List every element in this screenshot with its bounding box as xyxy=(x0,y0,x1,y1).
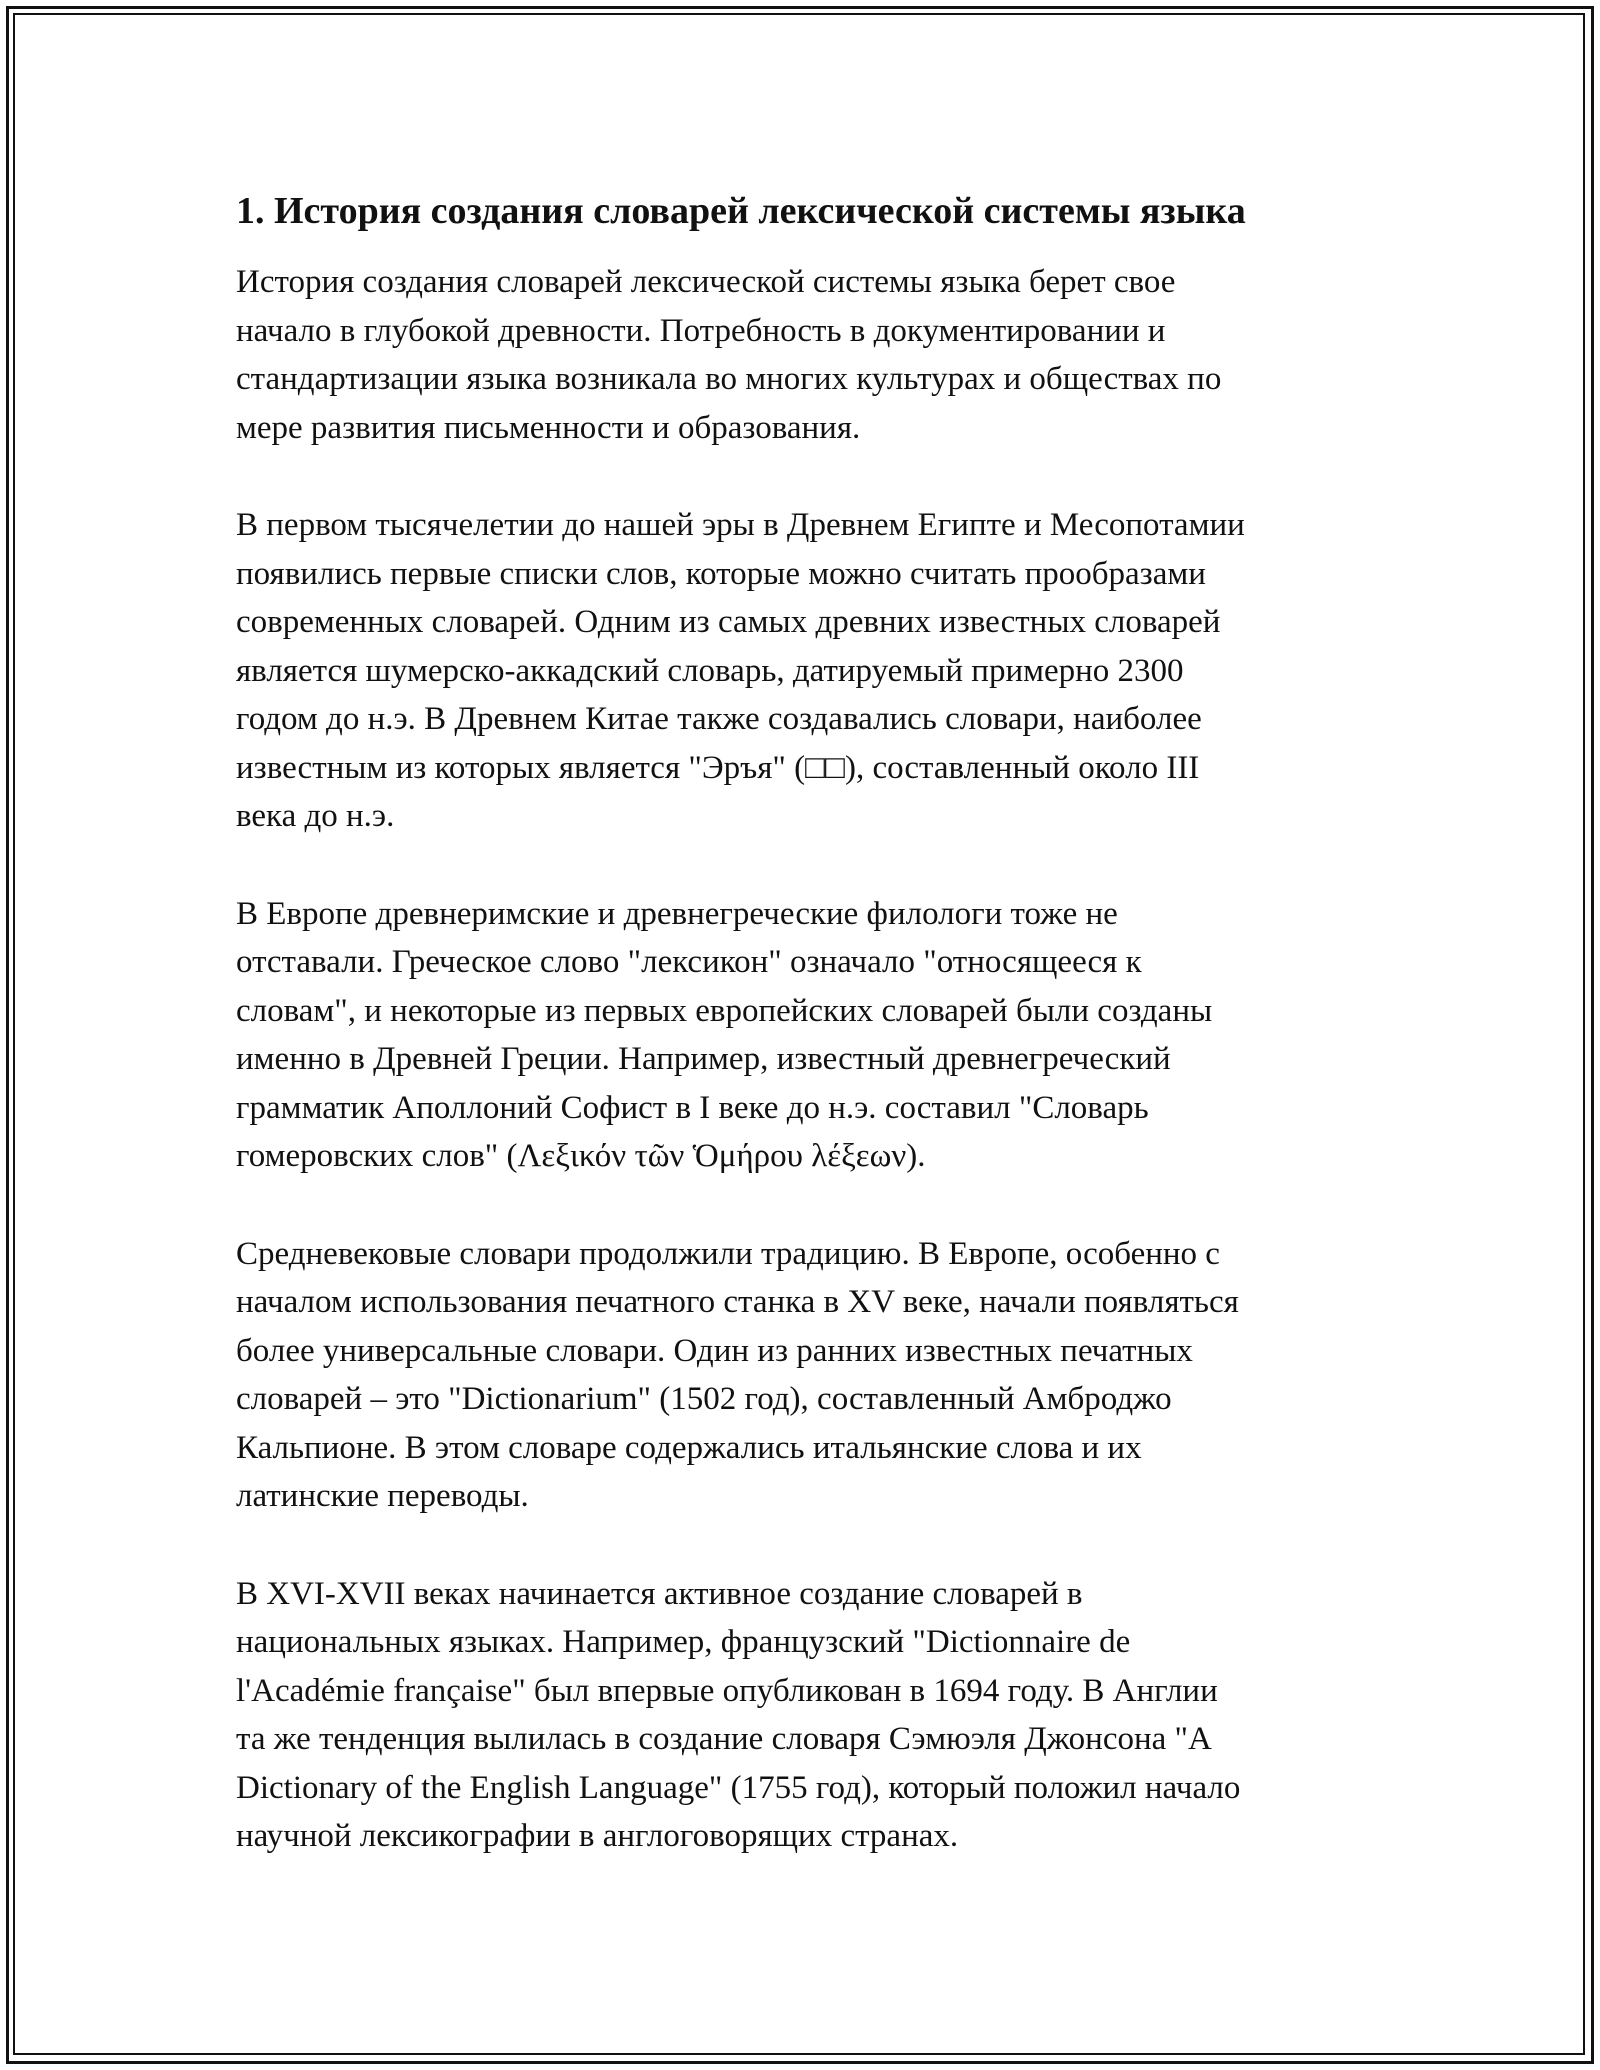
text-line: отставали. Греческое слово "лексикон" означало "относящееся к xyxy=(236,944,1142,980)
text-line: известным из которых является "Эръя" (□□), составленный около III xyxy=(236,749,1200,786)
text-line: та же тенденция вылилась в создание словаря Сэмюэля Джонсона "A xyxy=(236,1721,1212,1757)
document-body xyxy=(236,186,1376,1910)
text-line: словарей – это "Dictionarium" (1502 год), составленный Амброджо xyxy=(236,1381,1172,1417)
text-line: гомеровских слов" (Λεξικόν τῶν Ὁμήρου λέξεων). xyxy=(236,1138,926,1174)
text-line: научной лексикографии в англоговорящих странах. xyxy=(236,1818,959,1854)
paragraph-ancient-dictionaries xyxy=(236,501,1376,841)
text-line: более универсальные словари. Один из ранних известных печатных xyxy=(236,1332,1193,1369)
text-line: годом до н.э. В Древнем Китае также создавались словари, наиболее xyxy=(236,701,1202,737)
text-line: В Европе древнеримские и древнегреческие филологи тоже не xyxy=(236,895,1118,932)
text-line: стандартизации языка возникала во многих культурах и обществах по xyxy=(236,361,1222,397)
text-line: В XVI-XVII веках начинается активное создание словарей в xyxy=(236,1575,1083,1612)
text-line: именно в Древней Греции. Например, известный древнегреческий xyxy=(236,1041,1171,1077)
text-line: века до н.э. xyxy=(236,798,395,834)
text-line: История создания словарей лексической системы языка берет свое xyxy=(236,264,1176,300)
text-line: появились первые списки слов, которые можно считать прообразами xyxy=(236,555,1206,592)
text-line: Средневековые словари продолжили традицию. В Европе, особенно с xyxy=(236,1235,1220,1272)
text-line: началом использования печатного станка в XV веке, начали появляться xyxy=(236,1284,1239,1320)
text-line: начало в глубокой древности. Потребность в документировании и xyxy=(236,312,1166,349)
text-line: Dictionary of the English Language" (1755 год), который положил начало xyxy=(236,1769,1241,1806)
paragraph-national-dictionaries xyxy=(236,1570,1376,1861)
section-heading: 1. История создания словарей лексической системы языка xyxy=(236,190,1246,232)
paragraph-intro xyxy=(236,258,1376,452)
text-line: современных словарей. Одним из самых древних известных словарей xyxy=(236,604,1221,640)
text-line: l'Académie française" был впервые опубликован в 1694 году. В Англии xyxy=(236,1672,1218,1709)
text-line: Кальпионе. В этом словаре содержались итальянские слова и их xyxy=(236,1429,1142,1466)
text-line: латинские переводы. xyxy=(236,1478,529,1514)
text-line: В первом тысячелетии до нашей эры в Древнем Египте и Месопотамии xyxy=(236,507,1245,543)
text-line: мере развития письменности и образования. xyxy=(236,409,861,446)
text-line: является шумерско-аккадский словарь, датируемый примерно 2300 xyxy=(236,652,1184,689)
text-line: словам", и некоторые из первых европейских словарей были созданы xyxy=(236,992,1213,1029)
paragraph-medieval xyxy=(236,1230,1376,1521)
text-line: национальных языках. Например, французский "Dictionnaire de xyxy=(236,1624,1131,1660)
text-line: грамматик Аполлоний Софист в I веке до н.э. составил "Словарь xyxy=(236,1089,1149,1126)
paragraph-greek-roman xyxy=(236,890,1376,1181)
